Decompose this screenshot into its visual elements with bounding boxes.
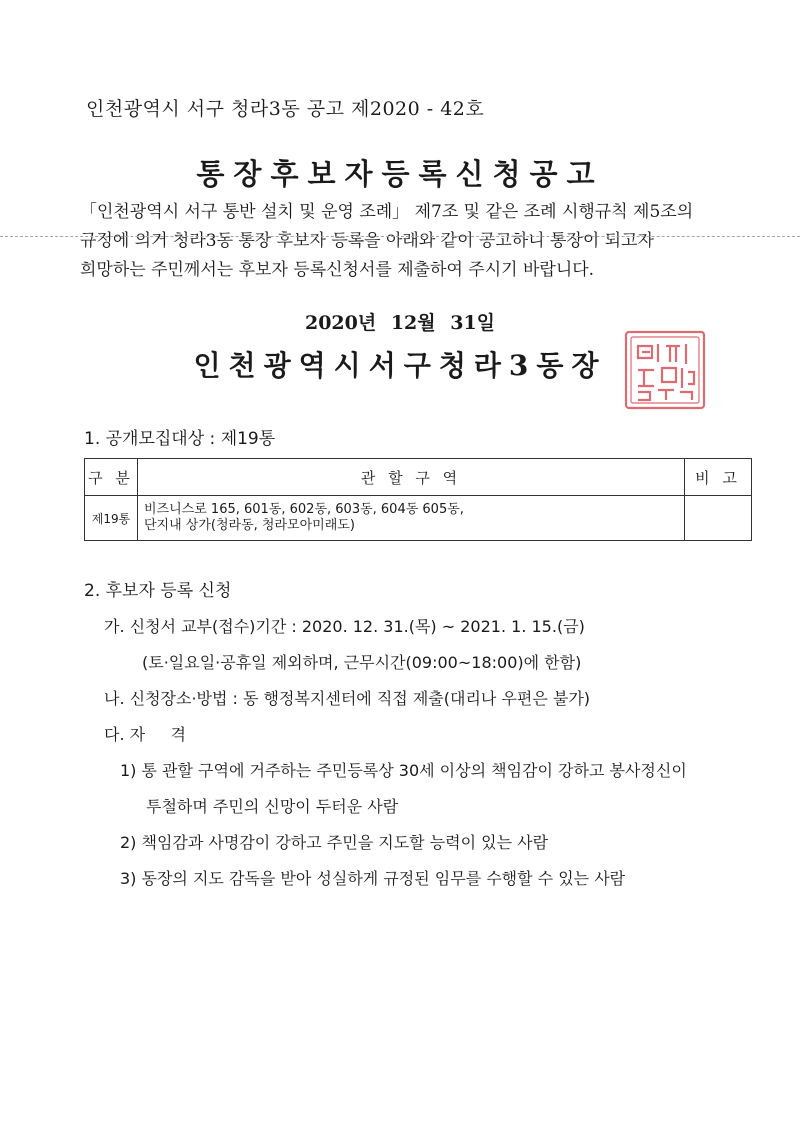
intro-paragraph [80,198,760,285]
qualification-heading: 다. 자 격 [104,725,186,744]
intro-line: 희망하는 주민께서는 후보자 등록신청서를 제출하여 주시기 바랍니다. [80,260,595,280]
column-header-bigo: 비 고 [685,459,752,496]
column-header-gubun: 구 분 [85,459,138,496]
section1-heading: 1. 공개모집대상 : 제19통 [84,429,276,449]
qualification-item-continued: 투철하며 주민의 신망이 두터운 사람 [146,797,399,816]
cell-area-line: 비즈니스로 165, 601동, 602동, 603동, 604동 605동, [144,502,464,517]
district-table [84,458,752,541]
scan-artifact-divider [0,236,800,237]
official-seal-icon [622,328,708,412]
cell-bigo [685,496,752,541]
page-title: 통장후보자등록신청공고 [196,157,604,191]
notice-date: 2020년 12월 31일 [304,312,496,334]
cell-area [138,496,685,541]
cell-gubun: 제19통 [85,496,138,541]
signer-title: 인천광역시서구청라3동장 [193,349,607,382]
table-header-row [85,459,752,496]
column-header-area: 관 할 구 역 [138,459,685,496]
intro-line: 「인천광역시 서구 통반 설치 및 운영 조례」 제7조 및 같은 조례 시행규칙 제5조의 [80,202,694,222]
qualification-item: 1) 통 관할 구역에 거주하는 주민등록상 30세 이상의 책임감이 강하고 봉사정신이 [120,761,687,780]
application-period: 가. 신청서 교부(접수)기간 : 2020. 12. 31.(목) ~ 2021. 1. 15.(금) [104,617,585,636]
application-period-note: (토·일요일·공휴일 제외하며, 근무시간(09:00~18:00)에 한함) [142,653,582,672]
notice-number: 인천광역시 서구 청라3동 공고 제2020 - 42호 [86,98,485,120]
qualification-item: 2) 책임감과 사명감이 강하고 주민을 지도할 능력이 있는 사람 [120,833,549,852]
table-row [85,496,752,541]
intro-line: 규정에 의거 청라3동 통장 후보자 등록을 아래와 같이 공고하니 통장이 되고자 [80,231,654,251]
cell-area-line: 단지내 상가(청라동, 청라모아미래도) [144,518,355,533]
application-place: 나. 신청장소·방법 : 동 행정복지센터에 직접 제출(대리나 우편은 불가) [104,689,591,708]
section2-heading: 2. 후보자 등록 신청 [84,581,232,601]
qualification-item: 3) 동장의 지도 감독을 받아 성실하게 규정된 임무를 수행할 수 있는 사람 [120,869,626,888]
